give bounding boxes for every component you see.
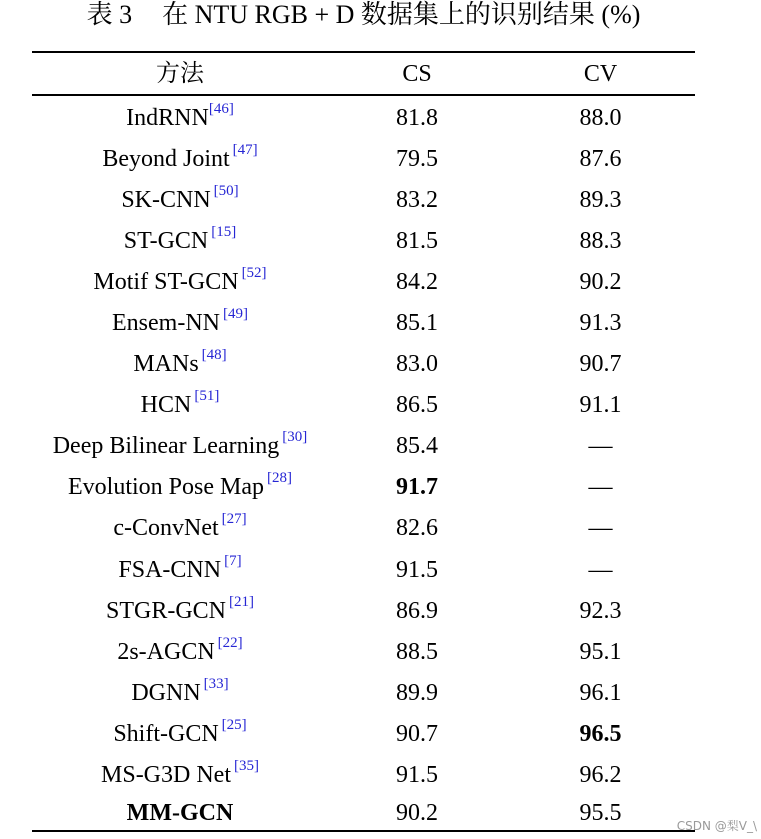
cv-value: 96.2	[579, 762, 622, 789]
method-cell	[32, 179, 328, 220]
table-row	[32, 179, 695, 220]
cs-value: 88.5	[396, 638, 438, 665]
top-rule	[32, 51, 695, 53]
method-name: Shift-GCN	[113, 720, 219, 747]
method-name: Motif ST-GCN	[93, 268, 239, 295]
cs-value: 85.1	[396, 310, 438, 337]
method-cell	[32, 713, 328, 754]
method-name: SK-CNN	[121, 186, 211, 213]
table-row	[32, 631, 695, 672]
cv-value: 90.2	[579, 268, 622, 295]
bottom-rule	[32, 830, 695, 832]
table-row	[32, 344, 695, 385]
cs-value: 81.8	[396, 104, 438, 131]
method-name: DGNN	[131, 679, 201, 706]
citation-ref: [47]	[232, 141, 258, 158]
method-name: FSA-CNN	[118, 556, 222, 583]
method-cell	[32, 426, 328, 467]
cv-value: 88.3	[579, 227, 622, 254]
cs-value: 86.9	[396, 597, 438, 624]
table-row	[32, 220, 695, 261]
cv-value: 92.3	[579, 597, 622, 624]
watermark: CSDN @梨V_\	[676, 819, 757, 833]
method-cell	[32, 796, 328, 830]
method-cell	[32, 385, 328, 426]
citation-ref: [35]	[234, 758, 259, 775]
header-cs: CS	[402, 61, 432, 87]
cs-value: 90.7	[396, 720, 438, 747]
citation-ref: [51]	[194, 388, 220, 405]
table-header	[32, 54, 695, 94]
method-name: Beyond Joint	[102, 145, 230, 172]
table-row	[32, 385, 695, 426]
cs-value: 90.2	[396, 799, 438, 826]
table-label: 表 3	[86, 0, 133, 29]
cs-value: 83.0	[396, 351, 438, 378]
cv-value: 90.7	[579, 351, 622, 378]
method-cell	[32, 549, 328, 590]
table-row	[32, 508, 695, 549]
cv-value: 91.1	[579, 392, 622, 419]
method-cell	[32, 755, 328, 796]
cs-value: 86.5	[396, 392, 438, 419]
cv-value: 87.6	[579, 145, 622, 172]
table-row	[32, 97, 695, 138]
citation-ref: [33]	[203, 675, 229, 692]
table-row	[32, 261, 695, 302]
cv-value: —	[588, 474, 613, 501]
method-cell	[32, 508, 328, 549]
cs-value: 84.2	[396, 268, 438, 295]
method-cell	[32, 220, 328, 261]
table-row	[32, 713, 695, 754]
method-name: Evolution Pose Map	[68, 474, 264, 501]
cs-value: 82.6	[396, 515, 438, 542]
header-cv: CV	[583, 61, 618, 87]
citation-ref: [28]	[267, 470, 292, 487]
method-name: c-ConvNet	[113, 515, 219, 542]
table-body	[32, 97, 695, 830]
cs-value: 89.9	[396, 679, 438, 706]
method-name: Ensem-NN	[112, 310, 220, 337]
citation-ref: [27]	[221, 511, 247, 528]
method-name: Deep Bilinear Learning	[52, 433, 280, 460]
table-row	[32, 426, 695, 467]
method-cell	[32, 344, 328, 385]
table-caption	[32, 0, 695, 30]
citation-ref: [49]	[222, 306, 248, 323]
table-row	[32, 549, 695, 590]
cv-value: —	[588, 433, 613, 460]
citation-ref: [46]	[208, 100, 234, 117]
method-name: STGR-GCN	[105, 597, 226, 624]
cs-value: 79.5	[396, 145, 438, 172]
header-method: 方法	[156, 61, 204, 87]
method-name: ST-GCN	[123, 227, 209, 254]
method-name: HCN	[140, 392, 192, 419]
cs-value: 91.7	[396, 474, 438, 501]
cs-value: 81.5	[396, 227, 438, 254]
cv-value: 88.0	[579, 104, 622, 131]
method-cell	[32, 672, 328, 713]
cs-value: 91.5	[396, 762, 438, 789]
cv-value: 91.3	[579, 310, 622, 337]
cv-value: 95.5	[579, 799, 622, 826]
method-name: IndRNN	[126, 104, 209, 131]
table-row	[32, 302, 695, 343]
method-cell	[32, 261, 328, 302]
method-cell	[32, 631, 328, 672]
citation-ref: [30]	[282, 429, 308, 446]
cv-value: 89.3	[579, 186, 622, 213]
method-cell	[32, 97, 328, 138]
header-rule	[32, 94, 695, 96]
citation-ref: [22]	[217, 634, 243, 651]
table-row	[32, 590, 695, 631]
method-name: MM-GCN	[126, 799, 234, 826]
citation-ref: [15]	[211, 223, 237, 240]
citation-ref: [7]	[224, 552, 242, 569]
method-cell	[32, 590, 328, 631]
table-row	[32, 755, 695, 796]
cv-value: 96.1	[579, 679, 622, 706]
cv-value: 95.1	[579, 638, 622, 665]
method-name: 2s-AGCN	[117, 638, 215, 665]
table-row	[32, 672, 695, 713]
method-cell	[32, 467, 328, 508]
citation-ref: [52]	[241, 264, 267, 281]
method-name: MS-G3D Net	[101, 762, 231, 789]
table-row	[32, 138, 695, 179]
citation-ref: [50]	[213, 182, 239, 199]
cs-value: 85.4	[396, 433, 438, 460]
table-row	[32, 467, 695, 508]
table-row	[32, 796, 695, 830]
cv-value: —	[588, 556, 613, 583]
table-title: 在 NTU RGB + D 数据集上的识别结果 (%)	[162, 0, 641, 29]
method-name: MANs	[133, 351, 199, 378]
cs-value: 83.2	[396, 186, 438, 213]
citation-ref: [48]	[201, 347, 227, 364]
citation-ref: [25]	[221, 716, 247, 733]
cv-value: —	[588, 515, 613, 542]
citation-ref: [21]	[229, 593, 254, 610]
cs-value: 91.5	[396, 556, 438, 583]
method-cell	[32, 138, 328, 179]
cv-value: 96.5	[579, 720, 622, 747]
method-cell	[32, 302, 328, 343]
